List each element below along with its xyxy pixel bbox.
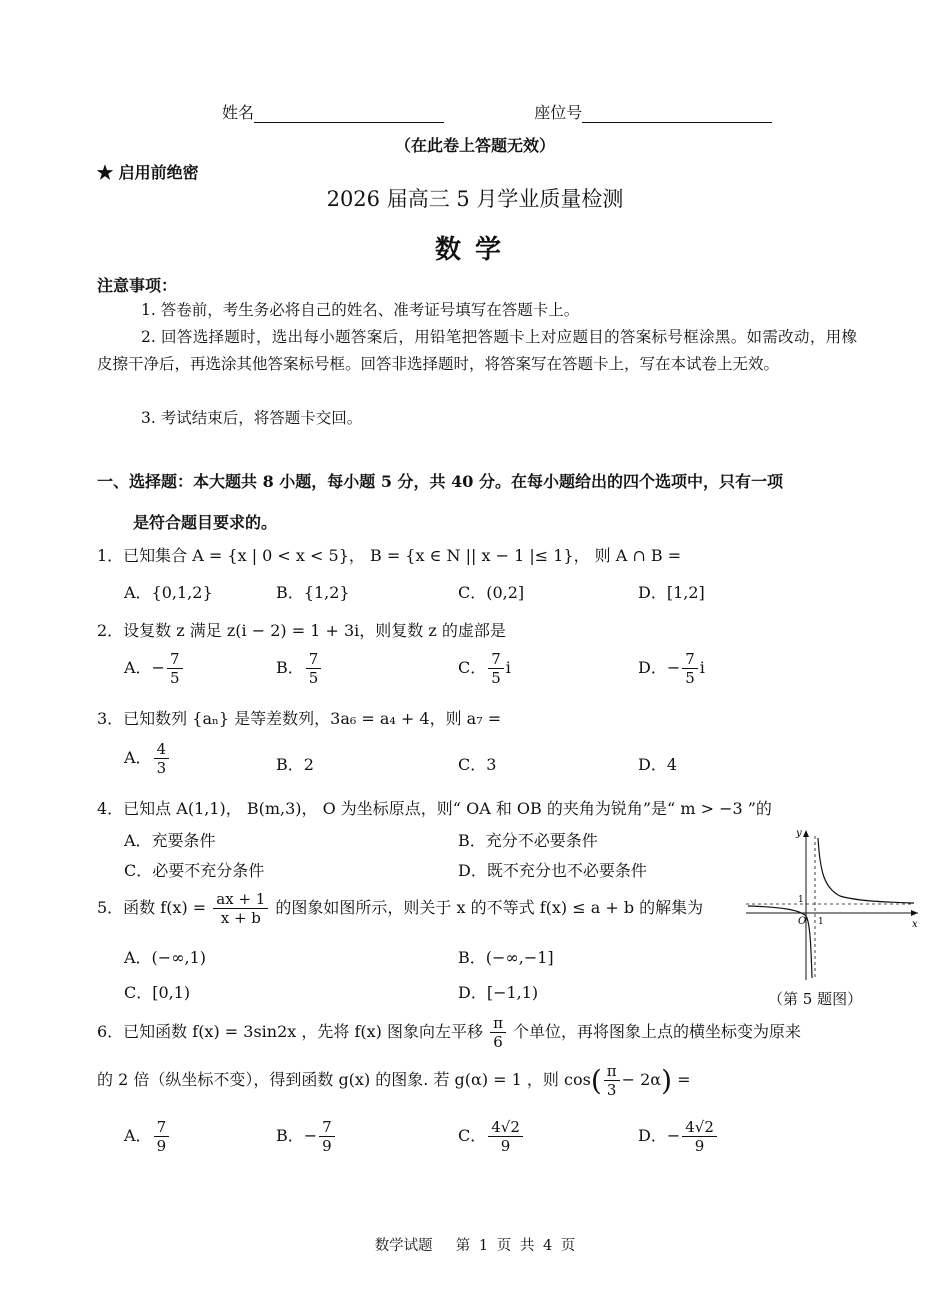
q5-function-graph [742,826,922,984]
question-6-stem-line1: 6．已知函数 f(x) = 3sin2x ，先将 f(x) 图象向左平移 $\frac{\pi}{6}$ 个单位，再将图象上点的横坐标变为原来 [97,1014,802,1051]
question-3-stem: 3．已知数列 {aₙ} 是等差数列，3a₆ = a₄ + 4，则 a₇ = [97,709,502,728]
q4-option-c: C．必要不充分条件 [124,861,265,880]
q3-option-b: B．2 [276,755,314,774]
q3-option-a: A． $\frac{4}{3}$ [124,740,171,777]
invalid-note: （在此卷上答题无效） [394,136,555,155]
q1-option-a: A．{0,1,2} [124,583,213,602]
q3-option-d: D．4 [638,755,678,774]
y-axis-arrow [803,830,809,837]
exam-title: 2026 届高三 5 月学业质量检测 [326,187,624,211]
page-footer: 数学试题 第 1 页 共 4 页 [374,1238,576,1254]
q1-option-b: B．{1,2} [276,583,350,602]
name-label: 姓名 [222,103,255,122]
subject-title: 数学 [434,235,515,265]
section-heading-line1: 一、选择题：本大题共 8 小题，每小题 5 分，共 40 分。在每小题给出的四个选项中，只有一项 [97,472,783,491]
q5-option-b: B．(−∞,−1] [458,948,554,967]
q6-option-a: A． $\frac{7}{9}$ [124,1118,171,1155]
question-6-stem-line2: 的 2 倍（纵坐标不变），得到函数 g(x) 的图象. 若 g(α) = 1 ，则 cos( $\frac{\pi}{3}$ − 2α) = [97,1062,691,1099]
q1-option-d: D．[1,2] [638,583,705,602]
q2-option-c: C． $\frac{7}{5}$ i [458,650,511,687]
question-5-stem: 5．函数 f(x) = $\frac{ax + 1}{x + b}$ 的图象如图所示，则关于 x 的不等式 f(x) ≤ a + b 的解集为 [97,890,704,927]
q2-option-b: B． $\frac{7}{5}$ [276,650,323,687]
q2-option-a: A．− $\frac{7}{5}$ [124,650,185,687]
q5-option-d: D．[−1,1) [458,983,539,1002]
question-1-stem: 1．已知集合 A = {x | 0 < x < 5}， B = {x ∈ N || x − 1 |≤ 1}， 则 A ∩ B = [97,546,682,565]
name-blank [254,104,444,123]
x-axis-label: x [912,919,918,930]
secret-mark: ★ 启用前绝密 [97,163,199,182]
notes-heading: 注意事项： [97,276,178,295]
x-axis-arrow [911,910,918,916]
question-4-stem: 4．已知点 A(1,1)， B(m,3)， O 为坐标原点，则“ OA 和 OB 的夹角为锐角”是“ m > −3 ”的 [97,799,772,818]
seat-blank [582,104,772,123]
note-item-2: 2. 回答选择题时，选出每小题答案后，用铅笔把答题卡上对应题目的答案标号框涂黑。如需改动，用橡皮擦干净后，再选涂其他答案标号框。回答非选择题时，将答案写在答题卡上，写在本试卷上无效。 [97,328,857,373]
q4-option-d: D．既不充分也不必要条件 [458,861,647,880]
graph-branch-right [818,838,914,903]
q5-figure-caption: （第 5 题图） [768,990,863,1008]
q4-option-a: A．充要条件 [124,831,216,850]
x-tick-one: 1 [818,917,824,927]
note-item-3: 3. 考试结束后，将答题卡交回。 [141,409,363,427]
seat-label: 座位号 [534,103,583,122]
origin-label: O [798,916,807,927]
q5-option-a: A．(−∞,1) [124,948,207,967]
q3-option-c: C．3 [458,755,497,774]
student-info-line [222,100,772,123]
q4-option-b: B．充分不必要条件 [458,831,598,850]
y-tick-one: 1 [798,895,804,905]
q6-option-c: C． $\frac{4√2}{9}$ [458,1118,525,1155]
q1-option-c: C．(0,2] [458,583,525,602]
section-heading-line2: 是符合题目要求的。 [133,513,278,532]
q5-option-c: C．[0,1) [124,983,191,1002]
note-item-1: 1. 答卷前，考生务必将自己的姓名、准考证号填写在答题卡上。 [141,301,580,319]
q2-option-d: D．− $\frac{7}{5}$ i [638,650,705,687]
y-axis-label: y [796,828,802,839]
question-2-stem: 2．设复数 z 满足 z(i − 2) = 1 + 3i，则复数 z 的虚部是 [97,621,506,640]
q6-option-b: B．− $\frac{7}{9}$ [276,1118,337,1155]
q6-option-d: D．− $\frac{4√2}{9}$ [638,1118,719,1155]
